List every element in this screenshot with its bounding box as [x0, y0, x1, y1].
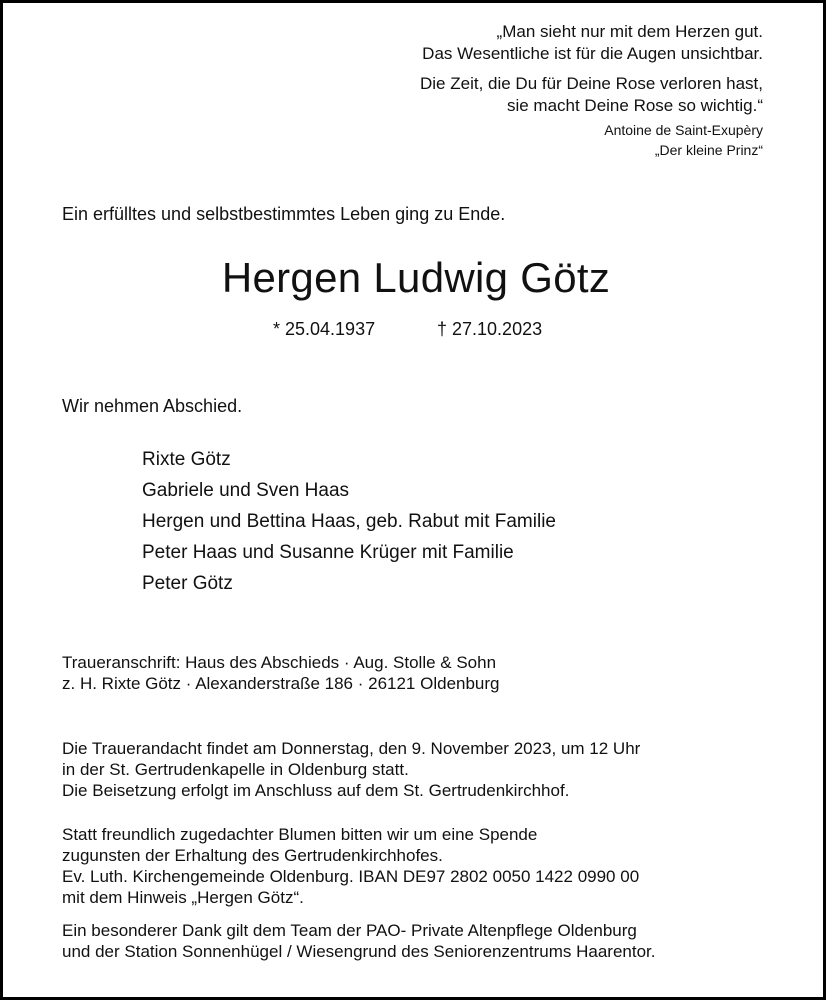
mourner-item: Gabriele und Sven Haas — [142, 480, 350, 501]
quote-block-1 — [422, 21, 763, 65]
deceased-name: Hergen Ludwig Götz — [221, 254, 611, 301]
mourner-item: Rixte Götz — [142, 449, 231, 470]
thanks-line: Ein besonderer Dank gilt dem Team der PAO- Private Altenpflege Oldenburg — [62, 921, 637, 940]
service-info — [62, 738, 640, 801]
quote-block-2 — [420, 73, 763, 117]
quote-attribution — [604, 120, 763, 160]
donation-line: mit dem Hinweis „Hergen Götz“. — [62, 888, 304, 907]
donation-line: Ev. Luth. Kirchengemeinde Oldenburg. IBAN DE97 2802 0050 1422 0990 00 — [62, 867, 640, 886]
quote-line: sie macht Deine Rose so wichtig.“ — [506, 96, 763, 115]
service-line: Die Trauerandacht findet am Donnerstag, den 9. November 2023, um 12 Uhr — [62, 739, 641, 758]
donation-line: zugunsten der Erhaltung des Gertrudenkirchhofes. — [62, 846, 443, 865]
mourning-address — [62, 652, 500, 694]
intro-text: Ein erfülltes und selbstbestimmtes Leben ging zu Ende. — [62, 204, 506, 224]
quote-line: Die Zeit, die Du für Deine Rose verloren hast, — [420, 74, 763, 93]
address-line: z. H. Rixte Götz · Alexanderstraße 186 · 26121 Oldenburg — [62, 674, 500, 693]
birth-date: * 25.04.1937 — [273, 319, 376, 339]
mourners-list — [142, 444, 556, 599]
mourner-item: Peter Götz — [142, 573, 233, 594]
quote-line: Das Wesentliche ist für die Augen unsichtbar. — [422, 44, 763, 63]
service-line: Die Beisetzung erfolgt im Anschluss auf dem St. Gertrudenkirchhof. — [62, 781, 570, 800]
donation-info — [62, 824, 639, 908]
thanks-line: und der Station Sonnenhügel / Wiesengrund des Seniorenzentrums Haarentor. — [62, 942, 656, 961]
mourner-item: Hergen und Bettina Haas, geb. Rabut mit Familie — [142, 511, 556, 532]
donation-line: Statt freundlich zugedachter Blumen bitten wir um eine Spende — [62, 825, 538, 844]
mourner-item: Peter Haas und Susanne Krüger mit Familie — [142, 542, 514, 563]
address-line: Traueranschrift: Haus des Abschieds · Aug. Stolle & Sohn — [62, 653, 497, 672]
quote-work: „Der kleine Prinz“ — [654, 142, 763, 158]
farewell-text: Wir nehmen Abschied. — [62, 396, 243, 416]
death-date: † 27.10.2023 — [437, 319, 543, 339]
service-line: in der St. Gertrudenkapelle in Oldenburg statt. — [62, 760, 409, 779]
quote-author: Antoine de Saint-Exupèry — [604, 122, 763, 138]
thanks-note — [62, 920, 656, 962]
quote-line: „Man sieht nur mit dem Herzen gut. — [496, 22, 763, 41]
